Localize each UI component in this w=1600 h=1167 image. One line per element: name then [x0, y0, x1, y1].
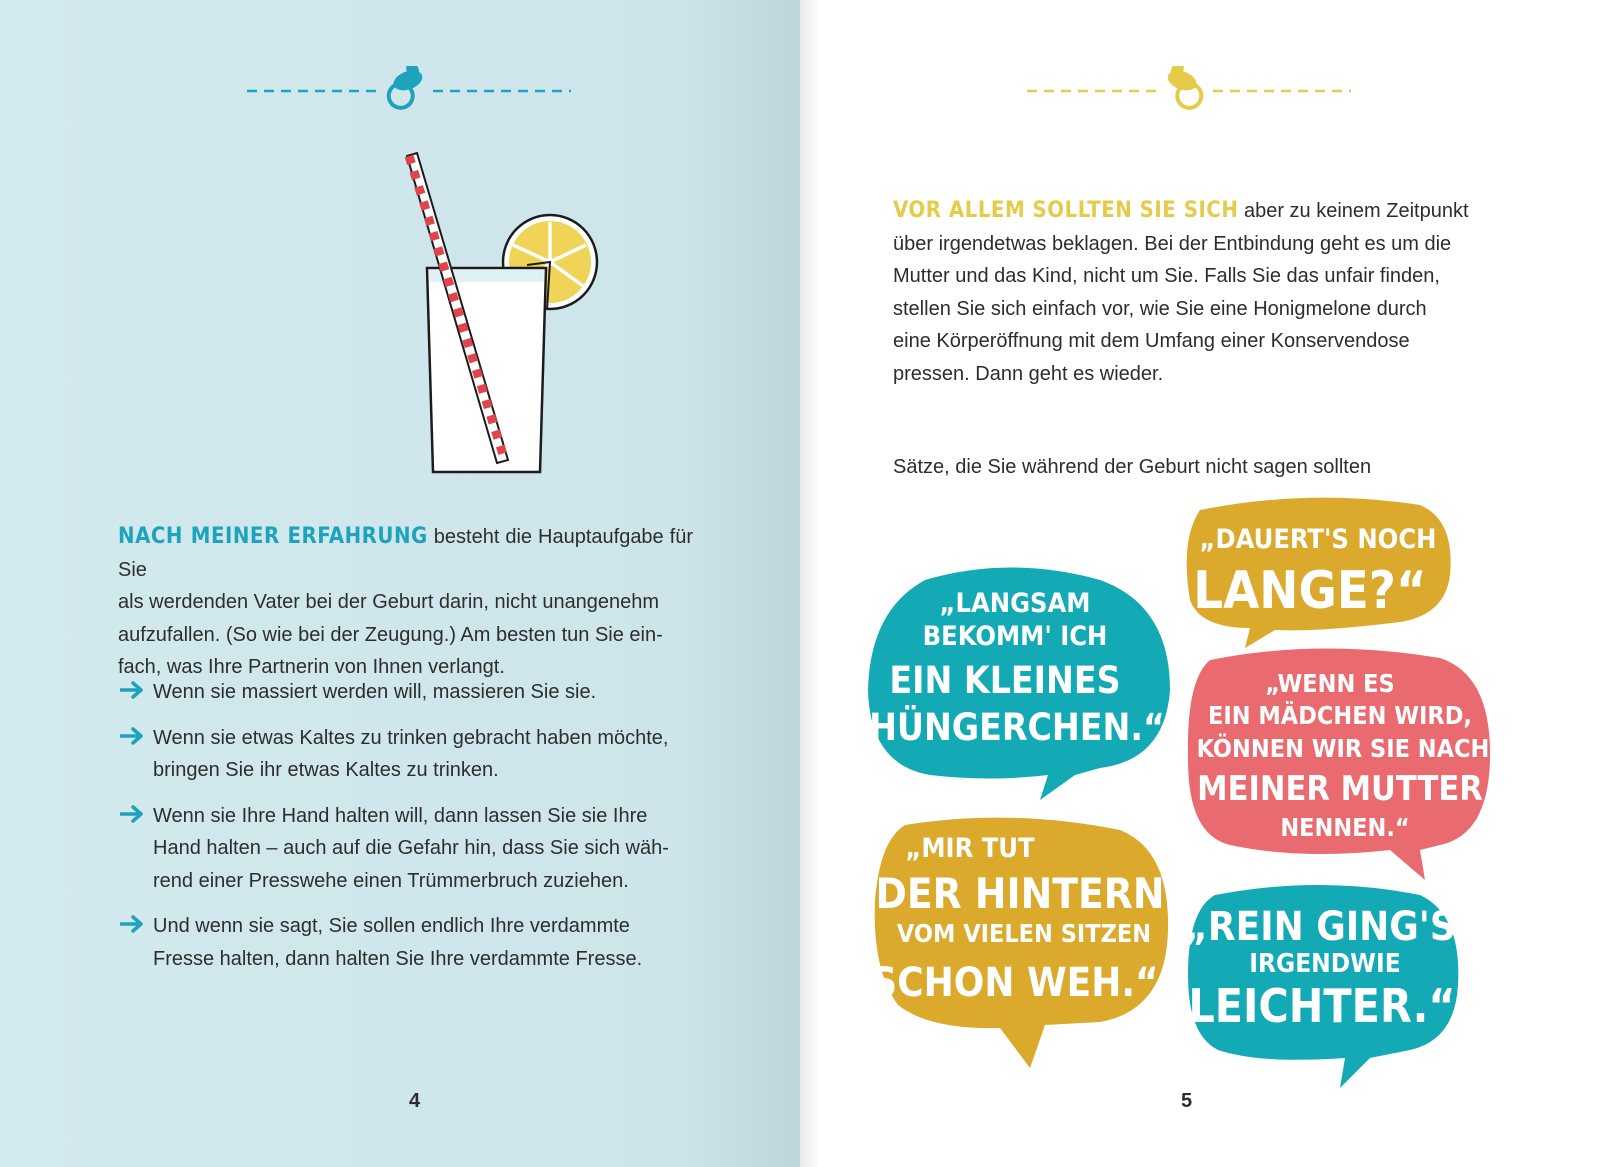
speech-bubble-hintern	[871, 818, 1168, 1068]
bubble-line: LANGE?“	[1193, 561, 1427, 621]
speech-bubble-langsam	[868, 568, 1170, 801]
speech-bubble-rein	[1184, 885, 1458, 1088]
bubble-line: KÖNNEN WIR SIE NACH	[1196, 734, 1490, 763]
bubble-line: DER HINTERN	[875, 869, 1165, 918]
bubble-line: „DAUERT'S NOCH	[1199, 524, 1437, 555]
right-lead-heading: VOR ALLEM SOLLTEN SIE SICH	[893, 198, 1239, 223]
bubble-line: IRGENDWIE	[1249, 949, 1401, 979]
left-lead-heading: NACH MEINER ERFAHRUNG	[118, 524, 428, 549]
page-number-left: 4	[409, 1090, 421, 1112]
bubbles-caption: Sätze, die Sie während der Geburt nicht sagen sollten	[893, 456, 1372, 478]
left-intro-paragraph: NACH MEINER ERFAHRUNG besteht die Hauptaufgabe für Sie als werdenden Vater bei der Geburt darin, nicht unangenehm aufzufallen. (So wie bei der Zeugung.) Am besten tun Sie ein- fach, was Ihre Partnerin von Ihnen verlangt.	[118, 524, 693, 678]
bubble-line: „LANGSAM	[939, 588, 1091, 619]
list-item: Wenn sie massiert werden will, massieren Sie sie.	[120, 676, 720, 709]
bubble-line: EIN MÄDCHEN WIRD,	[1208, 701, 1472, 730]
bubble-line: VOM VIELEN SITZEN	[896, 919, 1152, 948]
bubble-line: BEKOMM' ICH	[922, 621, 1108, 652]
right-intro-paragraph: VOR ALLEM SOLLTEN SIE SICH aber zu keinem Zeitpunkt über irgendetwas beklagen. Bei der Entbindung geht es um die Mutter und das Kind, nicht um Sie. Falls Sie das unfair finden, stellen Sie sich einfach vor, wie Sie eine Honigmelone durch eine Körperöffnung mit dem Umfang einer Konservendose pressen. Dann geht es wieder.	[893, 198, 1469, 385]
speech-bubble-dauerts	[1187, 498, 1451, 648]
bubble-line: „MIR TUT	[905, 833, 1035, 864]
list-item: Und wenn sie sagt, Sie sollen endlich Ihre verdammte Fresse halten, dann halten Sie Ihre verdammte Fresse.	[120, 910, 720, 975]
bubble-line: HÜNGERCHEN.“	[869, 706, 1165, 749]
bubble-line: MEINER MUTTER	[1197, 769, 1483, 809]
page-number-right: 5	[1181, 1090, 1193, 1112]
bubble-line: EIN KLEINES	[889, 659, 1121, 702]
list-item: Wenn sie Ihre Hand halten will, dann lassen Sie sie Ihre Hand halten – auch auf die Gefahr hin, dass Sie sich wäh- rend einer Presswehe einen Trümmerbruch zuziehen.	[120, 800, 720, 898]
bubble-line: NENNEN.“	[1280, 813, 1410, 842]
list-item: Wenn sie etwas Kaltes zu trinken gebracht haben möchte, bringen Sie ihr etwas Kaltes zu trinken.	[120, 722, 720, 787]
bubble-line: „WENN ES	[1265, 669, 1395, 698]
speech-bubble-maedchen	[1188, 648, 1490, 880]
bubble-line: LEICHTER.“	[1188, 979, 1456, 1033]
bubble-line: SCHON WEH.“	[871, 960, 1159, 1006]
bubble-line: „REIN GING'S	[1184, 904, 1456, 950]
